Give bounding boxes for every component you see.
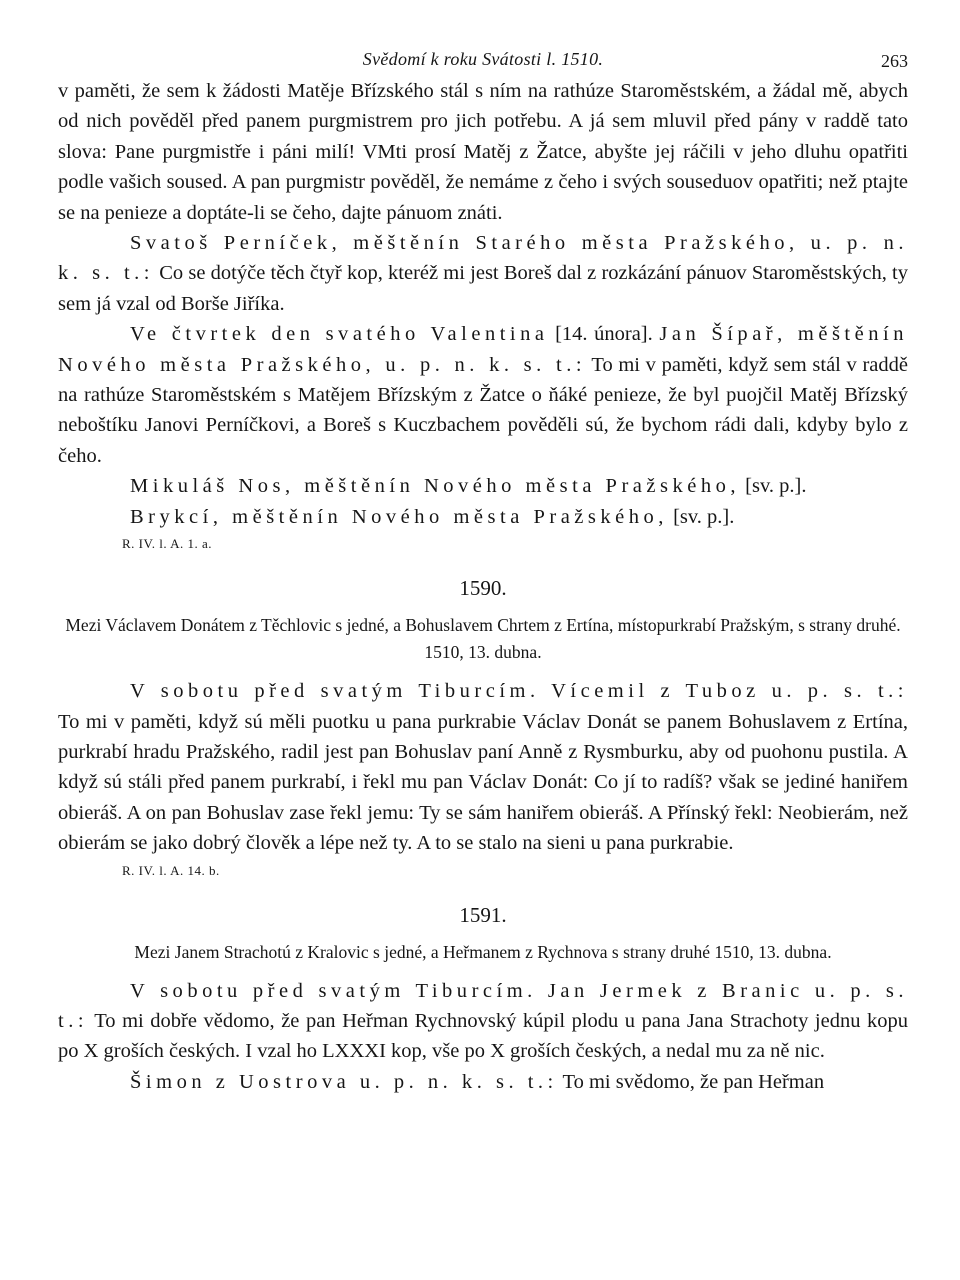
page-number: 263 [881, 51, 908, 71]
entry-heading: Mezi Janem Strachotú z Kralovic s jedné, a Heřmanem z Rychnova s strany druhé 1510, 13. dubna. [134, 941, 832, 962]
document-page [58, 44, 908, 1097]
page-header [58, 44, 908, 76]
paragraph-text: v paměti, že sem k žádosti Matěje Břízského stál s ním na rathúze Staroměstském, a žádal mě, abych od nich pověděl před panem purgmistrem pro jich potřebu. A já sem mluvil před pány v raddě tato slova: Pane purgmistře i páni milí! VMti prosí Matěj z Žatce, abyšte jej ráčili v jeho dluhu opatřiti podle vašich soused. A pan purgmistr pověděl, že nemáme z čeho i svých souseduov opatřiti; než ptajte se na penieze a doptáte-li se čeho, dajte pánuom znáti. [58, 80, 908, 224]
archive-signature: R. IV. l. A. 14. b. [122, 862, 220, 878]
witness-name: Šimon z Uostrova u. p. n. k. s. t.: [130, 1070, 558, 1093]
witness-name: Brykcí, měštěnín Nového města Pražského, [130, 505, 668, 528]
entry-heading: Mezi Václavem Donátem z Těchlovic s jedné, a Bohuslavem Chrtem z Ertína, místopurkrabí Pražským, s strany druhé. 1510, 13. dubna. [65, 615, 901, 663]
testimony-paragraph [58, 676, 908, 858]
testimony-paragraph [58, 319, 908, 471]
date-bracket: [14. února]. [548, 323, 660, 346]
date-phrase: Ve čtvrtek den svatého Valentina [130, 323, 549, 346]
testimony-paragraph [58, 228, 908, 319]
entry-number: 1590. [459, 576, 507, 601]
testimony-paragraph [58, 1067, 908, 1097]
testimony-paragraph [58, 502, 908, 532]
testimony-text: To mi dobře vědomo, že pan Heřman Rychnovský kúpil plodu u pana Jana Strachoty jednu kopu po X groších českých. I vzal ho LXXXI kop, vše po X groších českých, a nedal mu za ně nic. [58, 1009, 908, 1063]
witness-name: Jan Šípař, měštěnín Nového města Pražského, u. p. n. k. s. t.: [58, 323, 908, 376]
witness-name: Svatoš Perníček, měštěnín Starého města Pražského, u. p. n. k. s. t.: [58, 232, 908, 285]
testimony-paragraph [58, 471, 908, 501]
running-title: Svědomí k roku Svátosti l. 1510. [362, 49, 604, 69]
entry-number: 1591. [459, 902, 507, 927]
testimony-paragraph [58, 976, 908, 1067]
witness-name: V sobotu před svatým Tiburcím. Vícemil z Tuboz u. p. s. t.: [130, 680, 908, 703]
testimony-text: [sv. p.]. [740, 475, 807, 498]
testimony-text: To mi svědomo, že pan Heřman [557, 1070, 825, 1093]
archive-signature: R. IV. l. A. 1. a. [122, 536, 213, 552]
witness-name: Mikuláš Nos, měštěnín Nového města Pražského, [130, 475, 741, 498]
witness-name: V sobotu před svatým Tiburcím. Jan Jermek z Branic u. p. s. t.: [58, 979, 908, 1032]
testimony-text: Co se dotýče těch čtyř kop, kteréž mi jest Boreš dal z rozkázání pánuov Staroměstských, ty sem já vzal od Borše Jiříka. [58, 262, 908, 315]
testimony-text: To mi v paměti, když sú měli puotku u pana purkrabie Václav Donát se panem Bohuslavem z Ertína, purkrabí hradu Pražského, radil jest pan Bohuslav paní Anně z Rysmburku, aby od puohonu pustila. A když sú stáli před panem purkrabí, i řekl mu pan Václav Donát: Co jí to radíš? však se jediné haniřem obieráš. A on pan Bohuslav zase řekl jemu: Ty se sám haniřem obieráš. A Přínský řekl: Neobierám, než obierám se jako dobrý člověk a lépe než ty. A to se stalo na sieni u pana purkrabie. [58, 710, 908, 855]
testimony-text: To mi v paměti, když sem stál v raddě na rathúze Staroměstském s Matějem Břízským z Žatce o ňáké penieze, že byl puojčil Matěj Břízský neboštíku Janovi Perníčkovi, a Boreš s Kuczbachem pověděli sú, že bychom rádi dali, kdyby bylo z čeho. [58, 353, 909, 467]
testimony-text: [sv. p.]. [667, 505, 735, 528]
paragraph-continuation [58, 76, 908, 228]
